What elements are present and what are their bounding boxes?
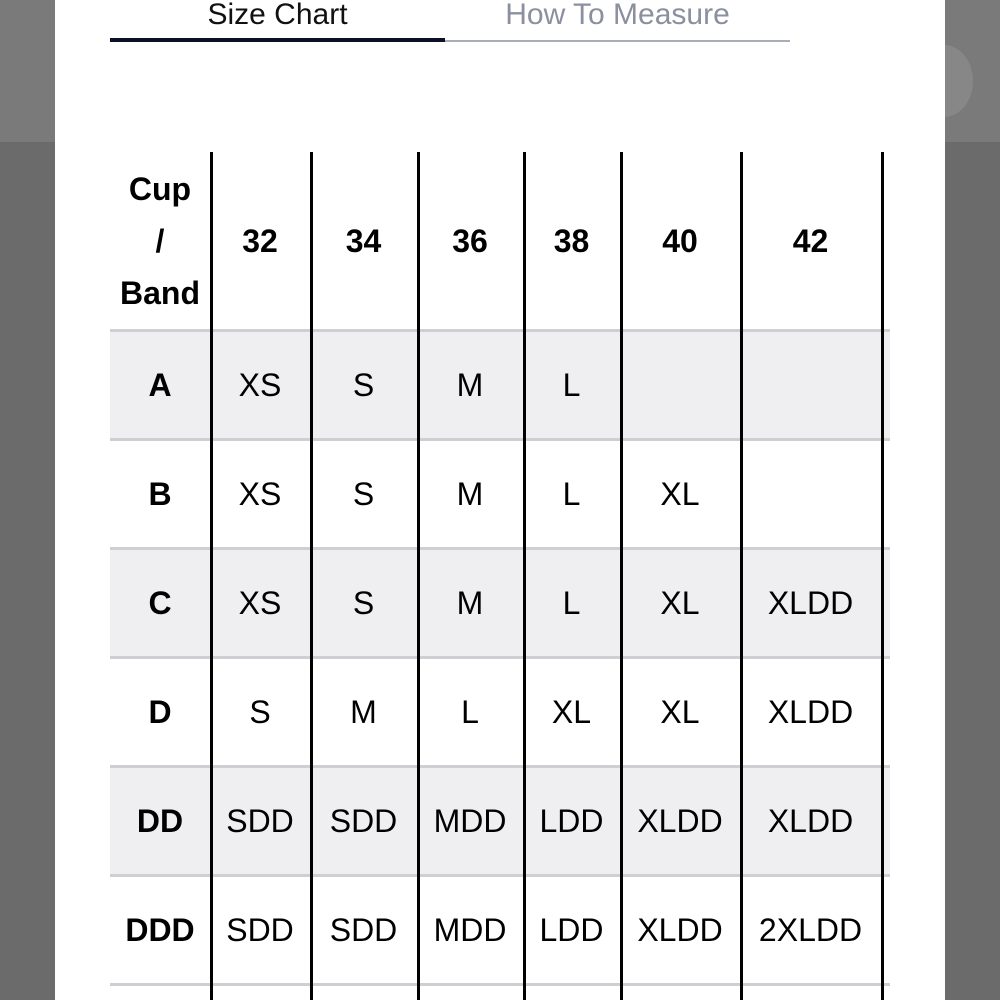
row-separator (110, 983, 890, 986)
size-cell: M (456, 476, 484, 512)
size-cell: XLDD (767, 803, 854, 839)
corner-label-slash: / (155, 223, 165, 259)
size-cell: M (350, 694, 377, 730)
band-header-32: 32 (242, 222, 278, 259)
size-cell: XL (660, 476, 700, 512)
column-divider (881, 152, 884, 1000)
table-row (110, 877, 890, 984)
size-cell: XS (238, 585, 282, 621)
size-cell: XL (551, 694, 592, 730)
table-row (110, 550, 890, 657)
cup-label: A (148, 367, 172, 403)
size-cell: XLDD (767, 585, 854, 621)
tab-bar (110, 0, 790, 44)
cup-label: D (148, 694, 172, 730)
table-row (110, 332, 890, 439)
size-cell: 2XLDD (758, 912, 863, 948)
size-cell (740, 441, 881, 548)
size-cell: SDD (329, 912, 398, 948)
size-cell: XS (238, 476, 282, 512)
column-divider (310, 152, 313, 1000)
size-cell: XLDD (637, 803, 723, 839)
size-cell: MDD (433, 803, 507, 839)
size-cell: SDD (226, 803, 294, 839)
tab-size-chart[interactable]: Size Chart (207, 0, 348, 31)
table-row (110, 441, 890, 548)
table-row (110, 768, 890, 875)
active-tab-indicator (110, 38, 445, 42)
band-header-38: 38 (553, 222, 590, 259)
cup-label: DDD (125, 912, 195, 948)
column-divider (523, 152, 526, 1000)
column-divider (417, 152, 420, 1000)
corner-label-band: Band (120, 275, 200, 311)
size-cell: MDD (433, 912, 507, 948)
size-cell: S (249, 694, 271, 730)
size-cell: SDD (329, 803, 398, 839)
size-cell: S (352, 367, 375, 403)
size-cell: S (352, 585, 375, 621)
size-cell: L (562, 476, 581, 512)
size-cell: L (562, 367, 581, 403)
size-cell: L (562, 585, 581, 621)
table-row (110, 659, 890, 766)
size-chart-table (110, 152, 890, 1000)
band-header-34: 34 (345, 222, 382, 259)
corner-label-cup: Cup (128, 171, 192, 207)
cup-label: B (148, 476, 172, 512)
column-divider (740, 152, 743, 1000)
size-cell (740, 332, 881, 439)
size-cell: M (456, 585, 484, 621)
column-divider (210, 152, 213, 1000)
size-cell: L (461, 694, 479, 730)
band-header-42: 42 (792, 222, 829, 259)
size-cell: XS (238, 367, 282, 403)
size-cell: S (352, 476, 375, 512)
cup-label: C (148, 585, 172, 621)
band-header-40: 40 (662, 222, 698, 259)
size-cell: LDD (539, 803, 604, 839)
tab-divider (445, 40, 790, 42)
size-cell (620, 332, 740, 439)
size-cell: XLDD (637, 912, 723, 948)
header-row (110, 152, 890, 330)
tab-how-to-measure[interactable]: How To Measure (505, 0, 730, 31)
size-chart-sheet (55, 0, 945, 1000)
column-divider (620, 152, 623, 1000)
size-cell: XL (660, 585, 700, 621)
band-header-36: 36 (452, 222, 488, 259)
size-cell: XL (660, 694, 700, 730)
size-cell: SDD (226, 912, 294, 948)
size-cell: XLDD (767, 694, 854, 730)
cup-label: DD (136, 803, 184, 839)
size-cell: M (456, 367, 484, 403)
size-cell: LDD (539, 912, 604, 948)
